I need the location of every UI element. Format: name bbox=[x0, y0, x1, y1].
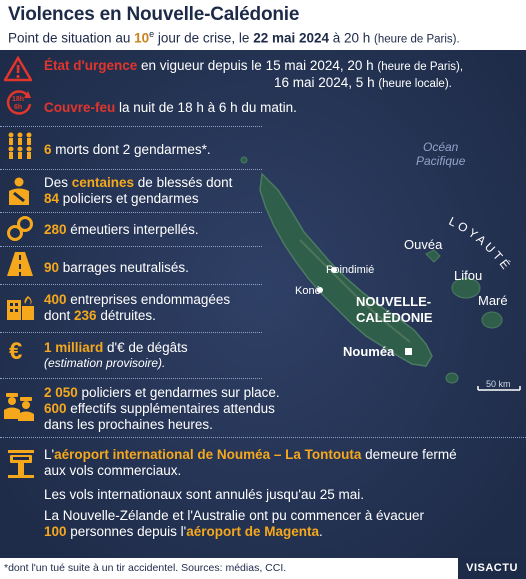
noumea-label: Nouméa bbox=[343, 344, 395, 359]
divider bbox=[0, 437, 526, 438]
divider bbox=[0, 378, 262, 379]
divider bbox=[0, 212, 262, 213]
injured-person-icon bbox=[6, 177, 32, 207]
nc-label-1: NOUVELLE- bbox=[356, 294, 432, 309]
police-officers-icon bbox=[4, 391, 36, 421]
people-icon bbox=[6, 132, 36, 162]
burning-building-icon bbox=[6, 294, 36, 322]
curfew-clock-icon bbox=[4, 90, 34, 116]
nc-label-2: CALÉDONIE bbox=[356, 310, 433, 325]
divider bbox=[0, 126, 262, 127]
ouvea-label: Ouvéa bbox=[404, 237, 443, 252]
footnote: *dont l'un tué suite à un tir accidentel. Sources: médias, CCI. bbox=[4, 562, 287, 574]
roadblock-icon bbox=[6, 250, 34, 278]
ocean-label: Océan Pacifique bbox=[416, 140, 466, 168]
euro-icon: € bbox=[9, 338, 23, 365]
page-title: Violences en Nouvelle-Calédonie bbox=[8, 4, 300, 25]
footer bbox=[0, 558, 526, 579]
warning-icon bbox=[4, 56, 32, 82]
svg-text:6h: 6h bbox=[14, 104, 23, 111]
poindimie-label: Poindimié bbox=[326, 264, 375, 276]
handcuffs-icon bbox=[6, 216, 34, 242]
airport-tower-icon bbox=[6, 448, 36, 480]
divider bbox=[0, 246, 262, 247]
brand-logo: VISACTU bbox=[458, 558, 526, 579]
mare-island bbox=[482, 312, 502, 328]
divider bbox=[0, 169, 262, 170]
divider bbox=[0, 284, 262, 285]
divider bbox=[0, 332, 262, 333]
lifou-label: Lifou bbox=[454, 268, 483, 283]
kone-label: Koné bbox=[295, 285, 321, 297]
scale-label: 50 km bbox=[486, 379, 511, 389]
subtitle: Point de situation au 10e jour de crise, le 22 mai 2024 à 20 h (heure de Paris). bbox=[8, 29, 460, 46]
header bbox=[0, 0, 526, 50]
svg-text:18h: 18h bbox=[12, 96, 25, 103]
loyalty-label: LOYAUTÉ bbox=[446, 214, 515, 275]
infographic: LOYAUTÉ Océan Pacifique Ouvéa Lifou Maré Poindimié Koné NOUVELLE- CALÉDONIE Nouméa 50 km Violences en Nouvelle-Calédonie Point de situation au 10e jour de crise, le 22 mai 2024 à 20 h (heure de Paris). État d'urgence en vigueur depuis le 15 mai 2024, 20 h (heure de Paris), 16 mai 2024, 5 h (heure locale). 18h 6h Couvre-feu la nuit de 18 h à 6 h du matin. 6 morts dont 2 gendarmes*. Des centaines de blessés dont 84 policiers et gendarmes 280 émeutiers interpellés. 90 barrages neutralisés. 400 entreprises endommagées dont 236 détruites. € 1 milliard d'€ de dégâts (estimation provisoire). 2 050 policiers et gendarmes sur place. 600 effectifs supplémentaires attendus dans les prochaines heures. L'aéroport international de Nouméa – La Tontouta demeure fermé aux vols commerciaux. Les vols internationaux sont annulés jusqu'au 25 mai. La Nouvelle-Zélande et l'Australie ont pu commencer à évacuer 100 personnes depuis l'aéroport de Magenta. *dont l'un tué suite à un tir accidentel. Sources: médias, CCI. VISACTU bbox=[0, 0, 526, 579]
mare-label: Maré bbox=[478, 293, 508, 308]
